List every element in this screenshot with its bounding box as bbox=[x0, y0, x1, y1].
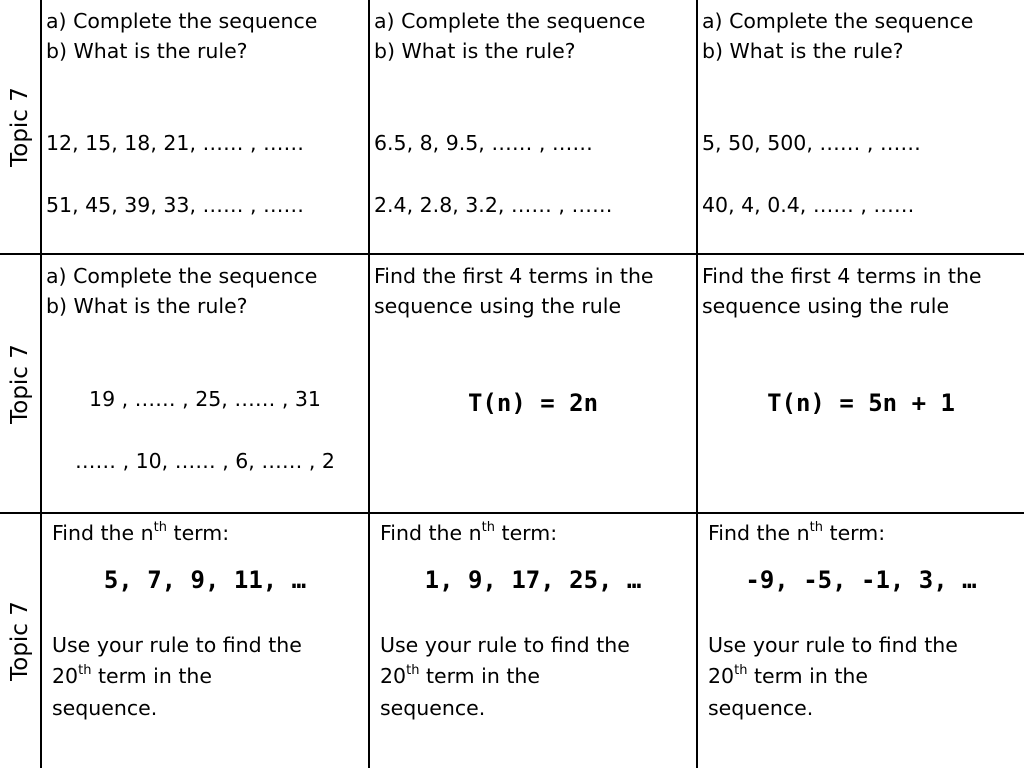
question-cell-r2c1 bbox=[42, 255, 368, 512]
find-nth-term: Find the $n^{th}$ term: bbox=[708, 520, 886, 545]
sequence-2: 2.4, 2.8, 3.2, …… , …… bbox=[374, 193, 613, 217]
instruction-b: b) What is the rule? bbox=[374, 39, 576, 63]
sequence-1: 19 , …… , 25, …… , 31 bbox=[89, 387, 321, 411]
rule-formula: T(n) = 5n + 1 bbox=[767, 389, 955, 417]
sequence: 5, 7, 9, 11, … bbox=[103, 566, 307, 594]
instruction-b: b) What is the rule? bbox=[702, 39, 904, 63]
sequence-2: …… , 10, …… , 6, …… , 2 bbox=[75, 449, 335, 473]
question-cell-r1c3 bbox=[698, 0, 1024, 253]
side-label-row-1: Topic 7 bbox=[7, 86, 34, 167]
instruction-b: b) What is the rule? bbox=[46, 294, 248, 318]
instruction-text: Find the first 4 terms in the sequence using the rule bbox=[702, 264, 982, 318]
use-rule-line-1: Use your rule to find the bbox=[380, 633, 630, 657]
instruction-b: b) What is the rule? bbox=[46, 39, 248, 63]
instruction-a: a) Complete the sequence bbox=[702, 9, 974, 33]
sequence-2: 40, 4, 0.4, …… , …… bbox=[702, 193, 915, 217]
use-rule-line-1: Use your rule to find the bbox=[52, 633, 302, 657]
sequence: -9, -5, -1, 3, … bbox=[745, 566, 977, 594]
sequence-2: 51, 45, 39, 33, …… , …… bbox=[46, 193, 305, 217]
question-cell-r3c2 bbox=[370, 514, 696, 768]
sequence-1: 5, 50, 500, …… , …… bbox=[702, 131, 921, 155]
instruction-text: Find the first 4 terms in the sequence using the rule bbox=[374, 264, 654, 318]
use-rule-line-3: sequence. bbox=[52, 696, 158, 720]
use-rule-line-2: 20th term in the bbox=[708, 663, 869, 688]
use-rule-line-2: 20th term in the bbox=[380, 663, 541, 688]
question-cell-r2c2 bbox=[370, 255, 696, 512]
sequence: 1, 9, 17, 25, … bbox=[424, 566, 642, 594]
question-cell-r3c3 bbox=[698, 514, 1024, 768]
side-label-row-2: Topic 7 bbox=[7, 343, 34, 424]
question-cell-r2c3 bbox=[698, 255, 1024, 512]
use-rule-line-1: Use your rule to find the bbox=[708, 633, 958, 657]
find-nth-term: Find the $n^{th}$ term: bbox=[380, 520, 558, 545]
instruction-a: a) Complete the sequence bbox=[46, 264, 318, 288]
question-cell-r1c1 bbox=[42, 0, 368, 253]
side-label-row-3: Topic 7 bbox=[7, 601, 34, 681]
use-rule-line-2: 20th term in the bbox=[52, 663, 213, 688]
find-nth-term: Find the $n^{th}$ term: bbox=[52, 520, 230, 545]
sequence-1: 12, 15, 18, 21, …… , …… bbox=[46, 131, 305, 155]
rule-formula: T(n) = 2n bbox=[467, 389, 599, 417]
use-rule-line-3: sequence. bbox=[380, 696, 486, 720]
instruction-a: a) Complete the sequence bbox=[374, 9, 646, 33]
question-cell-r3c1 bbox=[42, 514, 368, 768]
use-rule-line-3: sequence. bbox=[708, 696, 814, 720]
question-cell-r1c2 bbox=[370, 0, 696, 253]
instruction-a: a) Complete the sequence bbox=[46, 9, 318, 33]
sequence-1: 6.5, 8, 9.5, …… , …… bbox=[374, 131, 593, 155]
